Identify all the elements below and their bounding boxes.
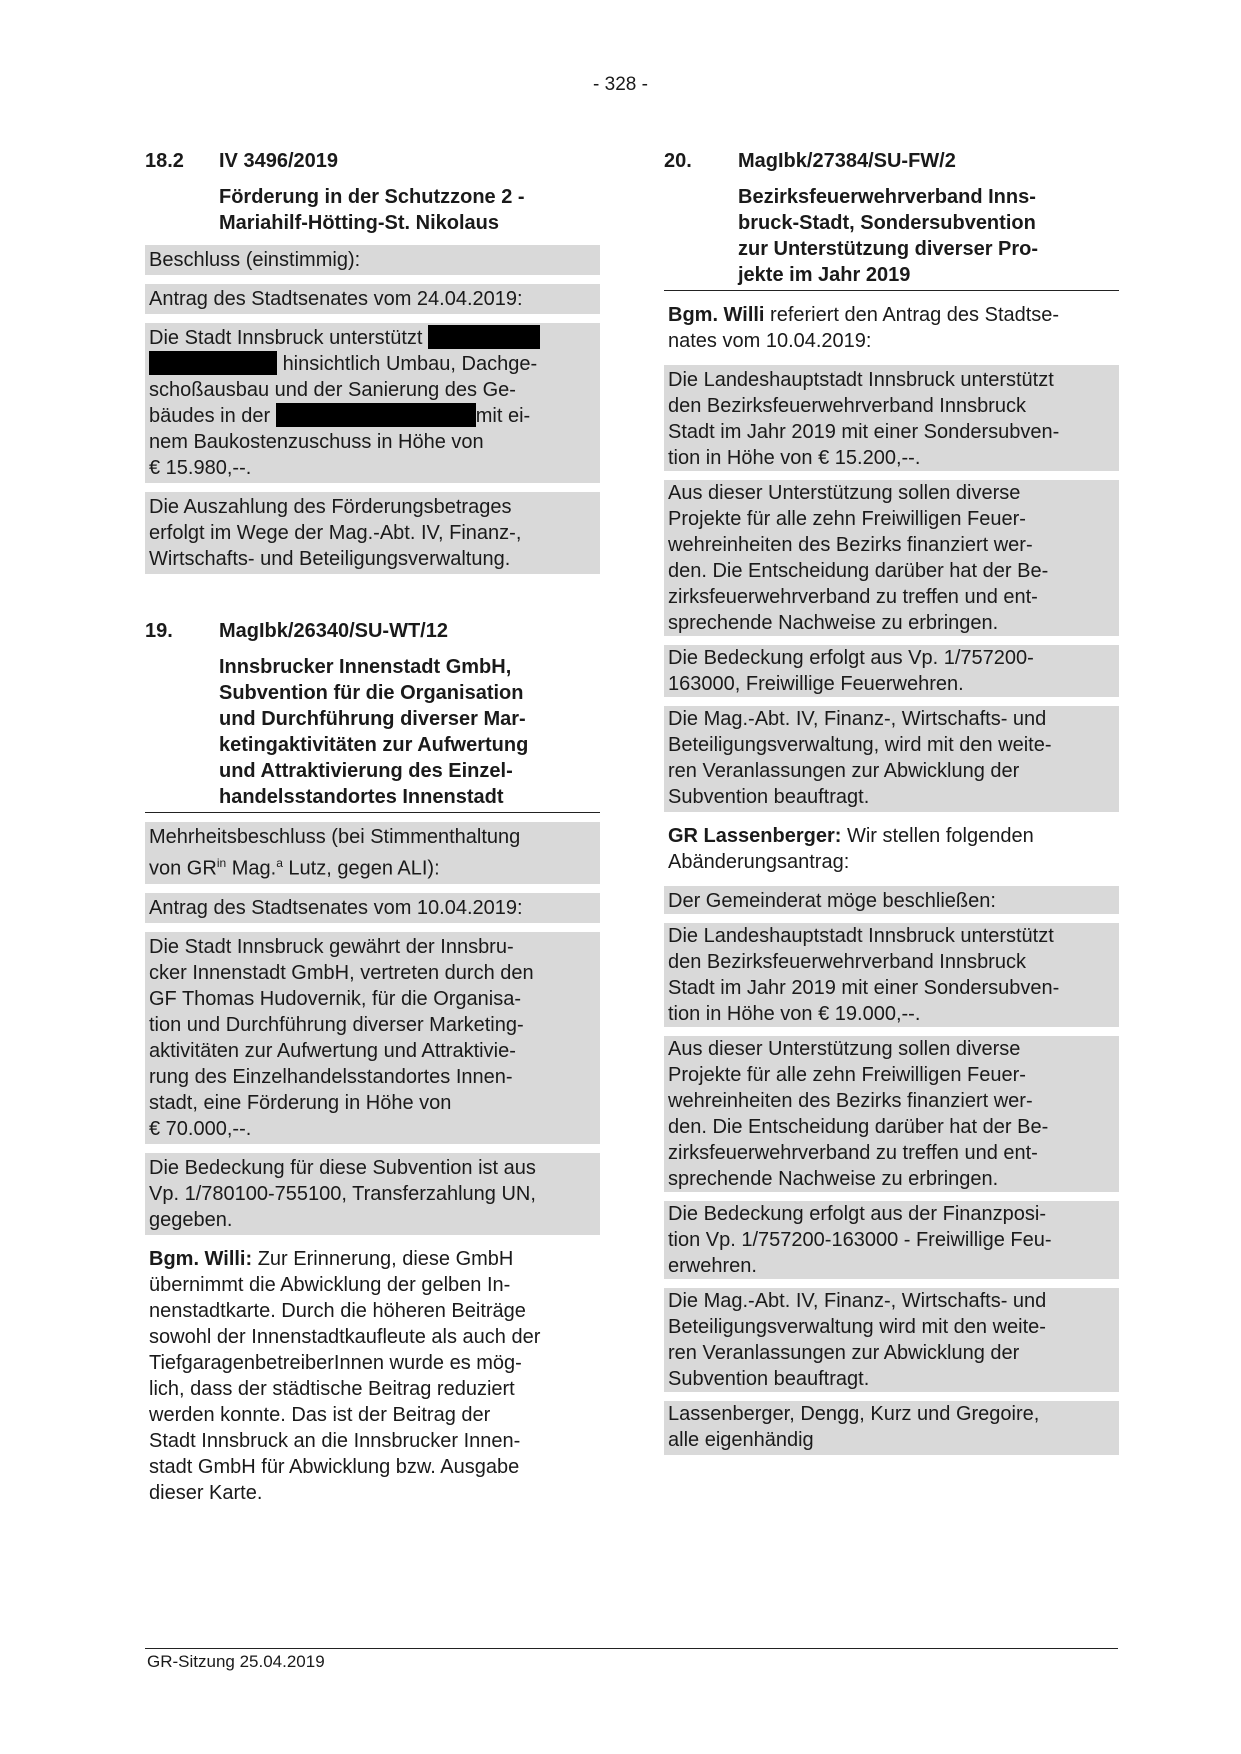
text-line: ren Veranlassungen zur Abwicklung der — [668, 760, 1020, 782]
motion-text — [145, 323, 600, 483]
speech-intro — [664, 300, 1119, 356]
text-line: Die Bedeckung für diese Subvention ist aus — [149, 1156, 536, 1179]
text-line: Die Mag.-Abt. IV, Finanz-, Wirtschafts- und — [668, 1290, 1047, 1312]
text-line: Stadt im Jahr 2019 mit einer Sondersubven- — [668, 977, 1060, 999]
text-line: Beteiligungsverwaltung wird mit den weite- — [668, 1316, 1046, 1338]
text-line: stadt GmbH für Abwicklung bzw. Ausgabe — [149, 1455, 520, 1478]
text-line: werden konnte. Das ist der Beitrag der — [149, 1403, 491, 1426]
text-line: Die Landeshauptstadt Innsbruck unterstützt — [668, 925, 1054, 947]
text-line: den. Die Entscheidung darüber hat der Be- — [668, 1116, 1049, 1138]
text-line: hinsichtlich Umbau, Dachge- — [282, 353, 538, 375]
text-line: Die Bedeckung erfolgt aus Vp. 1/757200- — [668, 647, 1034, 669]
text-line: bäudes in der — [149, 405, 271, 427]
item-id: IV 3496/2019 — [219, 150, 338, 172]
redaction-block — [276, 403, 476, 427]
resolution-type: Beschluss (einstimmig): — [145, 245, 600, 275]
text-line: aktivitäten zur Aufwertung und Attraktivie- — [149, 1039, 516, 1062]
text-line: erwehren. — [668, 1255, 757, 1277]
text-line: nates vom 10.04.2019: — [668, 330, 872, 352]
text-line: Wir stellen folgenden — [841, 825, 1034, 847]
superscript: a — [276, 856, 283, 870]
text-line: sprechende Nachweise zu erbringen. — [668, 612, 999, 634]
motion-date: Antrag des Stadtsenates vom 24.04.2019: — [145, 284, 600, 314]
speaker-name: GR Lassenberger: — [668, 825, 842, 847]
text-line: Stadt Innsbruck an die Innsbrucker Innen- — [149, 1429, 521, 1452]
footer-session-date: GR-Sitzung 25.04.2019 — [147, 1652, 325, 1671]
title-line: Förderung in der Schutzzone 2 - — [219, 186, 525, 208]
title-line: Innsbrucker Innenstadt GmbH, — [219, 656, 512, 678]
text-line: Zur Erinnerung, diese GmbH — [252, 1247, 514, 1270]
text-line: den Bezirksfeuerwehrverband Innsbruck — [668, 395, 1026, 417]
text-line: Wirtschafts- und Beteiligungsverwaltung. — [149, 548, 511, 570]
text-line: übernimmt die Abwicklung der gelben In- — [149, 1273, 511, 1296]
text-line: wehreinheiten des Bezirks finanziert wer- — [668, 1090, 1033, 1112]
right-column — [664, 148, 1119, 1455]
text-line: alle eigenhändig — [668, 1429, 814, 1451]
text-line: zirksfeuerwehrverband zu treffen und ent- — [668, 586, 1038, 608]
text-line: nenstadtkarte. Durch die höheren Beiträge — [149, 1299, 526, 1322]
title-line: ketingaktivitäten zur Aufwertung — [219, 734, 529, 756]
amendment-text — [664, 886, 1119, 1455]
text-line: tion in Höhe von € 15.200,--. — [668, 447, 921, 469]
text-line: Mehrheitsbeschluss (bei Stimmenthaltung — [149, 826, 521, 848]
text-line: nem Baukostenzuschuss in Höhe von — [149, 431, 484, 453]
text-line: referiert den Antrag des Stadtse- — [764, 304, 1060, 326]
text-line: mit ei- — [475, 405, 531, 427]
item-19-heading — [145, 618, 600, 644]
text-line: Aus dieser Unterstützung sollen diverse — [668, 482, 1021, 504]
speech-amendment-intro — [664, 821, 1119, 877]
text-line: sowohl der Innenstadtkaufleute als auch der — [149, 1325, 541, 1348]
title-line: Mariahilf-Hötting-St. Nikolaus — [219, 212, 499, 234]
text-line: Subvention beauftragt. — [668, 786, 870, 808]
text-line: Vp. 1/780100-755100, Transferzahlung UN, — [149, 1182, 536, 1205]
text-line: den Bezirksfeuerwehrverband Innsbruck — [668, 951, 1026, 973]
text-line: tion Vp. 1/757200-163000 - Freiwillige Feu- — [668, 1229, 1052, 1251]
text-line: wehreinheiten des Bezirks finanziert wer- — [668, 534, 1033, 556]
text-line: Stadt im Jahr 2019 mit einer Sondersubven- — [668, 421, 1060, 443]
text-line: Die Stadt Innsbruck gewährt der Innsbru- — [149, 935, 514, 958]
text-line: € 70.000,--. — [149, 1117, 252, 1140]
title-line: zur Unterstützung diverser Pro- — [738, 238, 1039, 260]
item-19-title — [219, 654, 600, 810]
page-number: - 328 - — [593, 74, 648, 95]
title-line: Bezirksfeuerwehrverband Inns- — [738, 186, 1036, 208]
text-line: Mag. — [226, 857, 277, 880]
text-line: zirksfeuerwehrverband zu treffen und ent- — [668, 1142, 1038, 1164]
item-number: 20. — [664, 150, 692, 172]
text-line: Subvention beauftragt. — [668, 1368, 870, 1390]
item-18-2-title — [219, 184, 600, 236]
text-line: Lassenberger, Dengg, Kurz und Gregoire, — [668, 1403, 1040, 1425]
speaker-name: Bgm. Willi: — [149, 1247, 253, 1270]
text-line: dieser Karte. — [149, 1481, 263, 1504]
text-line: tion in Höhe von € 19.000,--. — [668, 1003, 921, 1025]
text-line: ren Veranlassungen zur Abwicklung der — [668, 1342, 1020, 1364]
resolution-type — [145, 822, 600, 884]
text-line: Aus dieser Unterstützung sollen diverse — [668, 1038, 1021, 1060]
redaction-block — [428, 325, 540, 349]
footer-divider — [145, 1648, 1118, 1649]
title-line: und Attraktivierung des Einzel- — [219, 760, 513, 782]
item-number: 19. — [145, 620, 173, 642]
text-line: Die Bedeckung erfolgt aus der Finanzposi- — [668, 1203, 1046, 1225]
title-line: Subvention für die Organisation — [219, 682, 524, 704]
title-line: bruck-Stadt, Sondersubvention — [738, 212, 1036, 234]
text-line: Projekte für alle zehn Freiwilligen Feuer- — [668, 508, 1026, 530]
speaker-name: Bgm. Willi — [668, 304, 765, 326]
text-line: gegeben. — [149, 1208, 233, 1231]
text-line: Der Gemeinderat möge beschließen: — [668, 890, 996, 912]
text-line: rung des Einzelhandelsstandortes Innen- — [149, 1065, 513, 1088]
speech-paragraph — [145, 1244, 600, 1508]
text-line: € 15.980,--. — [149, 457, 252, 479]
motion-text — [664, 365, 1119, 812]
text-line: den. Die Entscheidung darüber hat der Be- — [668, 560, 1049, 582]
item-id: MagIbk/26340/SU-WT/12 — [219, 620, 448, 642]
text-line: Die Landeshauptstadt Innsbruck unterstützt — [668, 369, 1054, 391]
text-line: cker Innenstadt GmbH, vertreten durch den — [149, 961, 534, 984]
text-line: TiefgaragenbetreiberInnen wurde es mög- — [149, 1351, 522, 1374]
text-line: Lutz, gegen ALI): — [282, 857, 440, 880]
text-line: stadt, eine Förderung in Höhe von — [149, 1091, 452, 1114]
text-line: von GR — [149, 857, 217, 880]
item-18-2-heading — [145, 148, 600, 174]
item-number: 18.2 — [145, 150, 184, 172]
text-line: tion und Durchführung diverser Marketing- — [149, 1013, 524, 1036]
funding-paragraph — [145, 1153, 600, 1235]
text-line: erfolgt im Wege der Mag.-Abt. IV, Finanz-, — [149, 522, 522, 544]
text-line: Die Auszahlung des Förderungsbetrages — [149, 496, 512, 518]
text-line: 163000, Freiwillige Feuerwehren. — [668, 673, 964, 695]
text-line: GF Thomas Hudovernik, für die Organisa- — [149, 987, 522, 1010]
motion-text — [145, 932, 600, 1144]
text-line: Projekte für alle zehn Freiwilligen Feuer- — [668, 1064, 1026, 1086]
text-line: lich, dass der städtische Beitrag reduziert — [149, 1377, 515, 1400]
title-line: handelsstandortes Innenstadt — [219, 786, 504, 808]
left-column — [145, 148, 600, 1508]
redaction-block — [149, 351, 277, 375]
item-20-heading — [664, 148, 1119, 174]
title-line: jekte im Jahr 2019 — [738, 264, 911, 286]
text-line: Die Mag.-Abt. IV, Finanz-, Wirtschafts- und — [668, 708, 1047, 730]
text-line: Abänderungsantrag: — [668, 851, 850, 873]
text-line: Beteiligungsverwaltung, wird mit den weite- — [668, 734, 1052, 756]
motion-date: Antrag des Stadtsenates vom 10.04.2019: — [145, 893, 600, 923]
payment-paragraph — [145, 492, 600, 574]
superscript: in — [216, 856, 227, 870]
title-line: und Durchführung diverser Mar- — [219, 708, 526, 730]
text-line: Die Stadt Innsbruck unterstützt — [149, 327, 423, 349]
item-id: MagIbk/27384/SU-FW/2 — [738, 150, 956, 172]
text-line: schoßausbau und der Sanierung des Ge- — [149, 379, 516, 401]
text-line: sprechende Nachweise zu erbringen. — [668, 1168, 999, 1190]
item-20-title — [738, 184, 1119, 288]
